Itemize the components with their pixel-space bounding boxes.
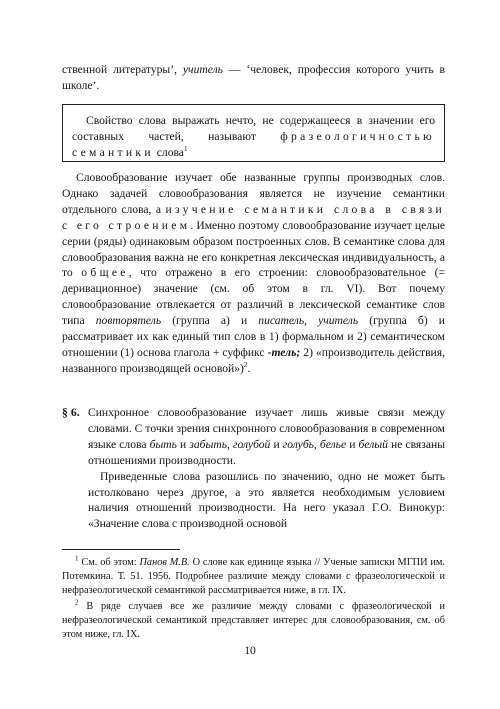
text-run: Синхронное словообразование изучает лишь живые связи между словами. С точки зрения синхронного словообразования в современном языке слова: [88, 406, 445, 451]
text-run: Свойство слова выражать нечто, не содержащееся в значении его составных частей, называют: [72, 114, 435, 143]
definition-box: [62, 104, 445, 162]
italic-word: забыть, голубой: [189, 437, 271, 451]
text-run: — ‘человек, профессия которого учить в школе’.: [62, 63, 446, 92]
text-run: Приведенные слова разошлись по значению, одно не может быть истолковано через другое, а это является необходимым условием наличия отношений производности. На него указал Г.О. Винокур: «Значение слова с производной основой: [88, 469, 445, 531]
text-run: и: [346, 437, 359, 451]
top-paragraph: [62, 62, 445, 94]
italic-word: писатель, учитель: [258, 314, 359, 328]
text-run: ственной литературы’,: [62, 63, 183, 76]
text-run: слова: [153, 145, 184, 159]
italic-word: учитель: [182, 63, 223, 76]
text-run: и: [176, 437, 190, 451]
italic-word: голубь, белье: [282, 437, 347, 451]
text-run: не связаны отношениями производности.: [88, 437, 445, 467]
footnote-2: [62, 600, 445, 643]
text-run: О слове как единице языка // Ученые записки МГПИ им. Потемкина. Т. 51. 1956. Подробнее различие между словами с фразеологической и нефразеологической семантикой рассматривается ниже, в гл. IX.: [62, 557, 446, 597]
suffix-bold-italic: -тель;: [267, 345, 301, 359]
text-run: . Именно поэтому словообразование изучает целые серии (ряды) одинаковым образом построенных слов. В семантике слова для словообразования важна не его конкретная лексическая индивидуальность, а то: [62, 218, 445, 280]
text-run: (группа а) и: [161, 314, 259, 328]
italic-word: быть: [149, 437, 177, 451]
italic-word: белый: [358, 437, 388, 451]
text-run: .: [247, 361, 251, 375]
page-number: 10: [244, 644, 256, 657]
footnote-1: [62, 556, 445, 599]
footnote-number: 2: [75, 598, 79, 607]
text-run: 2) «производитель действия, названного производящей основой»): [62, 345, 445, 375]
text-run: , что отражено в его строении: словообразовательное (= деривационное) значение (см. об этом в гл. VI). Вот почему словообразование отвлекается от различий в лексической семантике слов типа: [62, 266, 445, 328]
footnote-number: 1: [75, 554, 79, 563]
footnote-ref: 1: [183, 144, 188, 153]
text-run: См. об этом:: [78, 557, 140, 568]
italic-word: повторятель: [95, 314, 162, 328]
definition-text: [63, 105, 444, 161]
text-run: Словообразование изучает обе названные группы производных слов. Однако задачей словообразования является не изучение семантики отдельного слова, а: [62, 171, 445, 216]
text-run: В ряде случаев все же различие между словами с фразеологической и нефразеологической семантикой представляет интерес для словообразования, см. об этом ниже, гл. IX.: [62, 601, 445, 641]
footnote-ref: 2: [243, 361, 248, 370]
main-paragraph: [62, 170, 445, 377]
section-mark: § 6.: [62, 405, 80, 419]
text-run: (группа б) и рассматривает их как единый тип слов в 1) формальном и 2) семантическом отношении (1) основа глагола + суффикс: [62, 314, 445, 359]
footnote-author: Панов М.В.: [139, 557, 190, 568]
footnote-separator: [62, 549, 180, 550]
spaced-term: фразеологичностью семантики: [72, 129, 435, 159]
spaced-word: общее: [81, 266, 129, 280]
spaced-phrase: изучение семантики слова в связи с его строением: [62, 202, 446, 232]
section-paragraph: [88, 405, 445, 532]
text-run: и: [270, 437, 283, 451]
